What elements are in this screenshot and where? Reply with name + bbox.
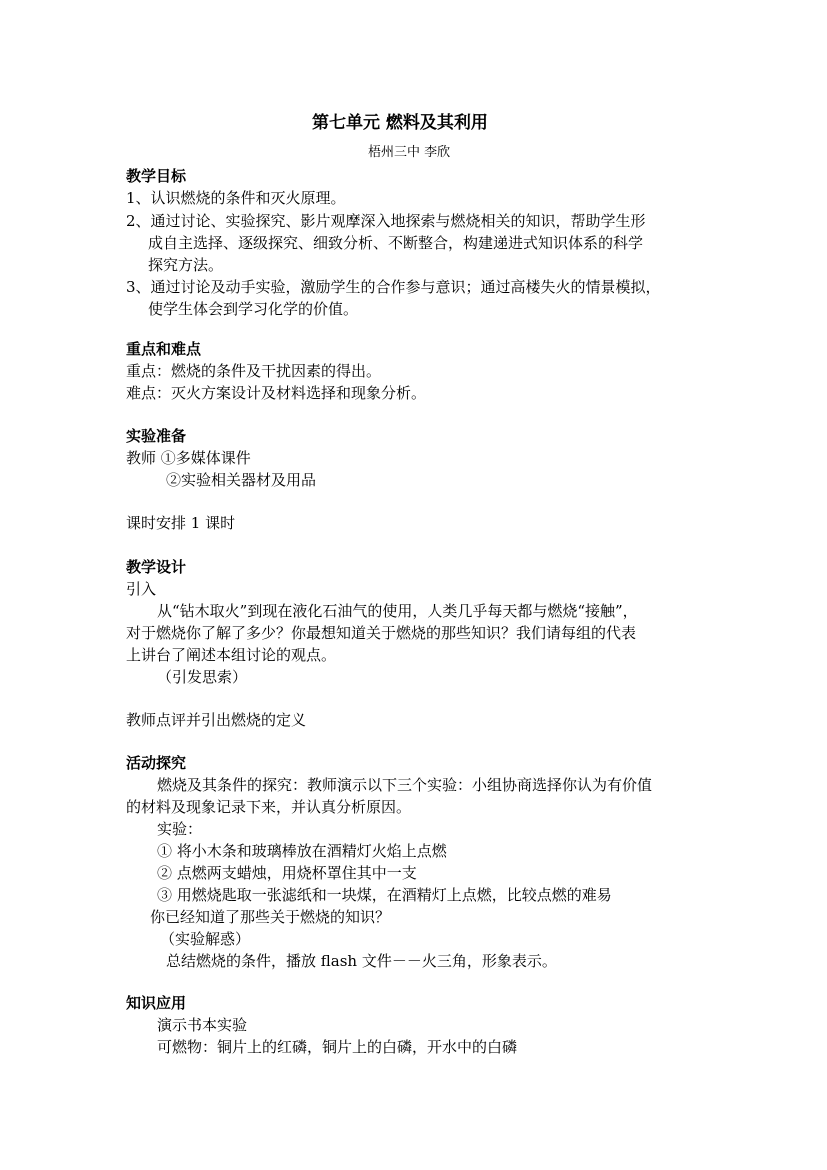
activity-line: （实验解惑） [160,930,251,948]
activity-line: 的材料及现象记录下来，并认真分析原因。 [126,798,412,816]
activity-line: 实验： [157,820,203,838]
design-line: 对于燃烧你了解了多少？你最想知道关于燃烧的那些知识？我们请每组的代表 [126,624,637,642]
objectives-heading: 教学目标 [126,167,187,185]
experiment-item: ③ 用燃烧匙取一张滤纸和一块煤，在酒精灯上点燃，比较点燃的难易 [157,886,612,904]
objective-item: 3、通过讨论及动手实验，激励学生的合作参与意识；通过高楼失火的情景模拟， [126,278,661,296]
preparation-heading: 实验准备 [126,427,187,445]
document-title: 第七单元 燃料及其利用 [312,113,488,133]
application-heading: 知识应用 [126,994,187,1012]
key-points-heading: 重点和难点 [126,340,202,358]
preparation-line: ②实验相关器材及用品 [166,471,317,489]
design-line: 引入 [126,580,157,598]
objective-item: 2、通过讨论、实验探究、影片观摩深入地探索与燃烧相关的知识，帮助学生形 [126,212,646,230]
activity-heading: 活动探究 [126,754,187,772]
experiment-item: ① 将小木条和玻璃棒放在酒精灯火焰上点燃 [157,842,447,860]
teacher-comment: 教师点评并引出燃烧的定义 [126,711,307,729]
objective-item: 探究方法。 [148,256,224,274]
difficulty-line: 难点：灭火方案设计及材料选择和现象分析。 [126,384,427,402]
experiment-item: ② 点燃两支蜡烛，用烧杯罩住其中一支 [157,864,417,882]
application-line: 演示书本实验 [157,1016,248,1034]
preparation-line: 教师 ①多媒体课件 [126,449,251,467]
design-line: （引发思索） [157,668,248,686]
key-point-line: 重点：燃烧的条件及干扰因素的得出。 [126,362,382,380]
objective-item: 1、认识燃烧的条件和灭火原理。 [126,189,346,207]
objective-item: 成自主选择、逐级探究、细致分析、不断整合，构建递进式知识体系的科学 [148,234,644,252]
design-line: 上讲台了阐述本组讨论的观点。 [126,646,337,664]
activity-line: 总结燃烧的条件，播放 flash 文件－－火三角，形象表示。 [166,952,557,970]
objective-item: 使学生体会到学习化学的价值。 [148,300,359,318]
design-heading: 教学设计 [126,558,187,576]
author-line: 梧州三中 李欣 [368,145,451,160]
activity-line: 燃烧及其条件的探究：教师演示以下三个实验：小组协商选择你认为有价值 [157,776,653,794]
activity-line: 你已经知道了那些关于燃烧的知识？ [150,908,391,926]
application-line: 可燃物：铜片上的红磷，铜片上的白磷，开水中的白磷 [157,1038,518,1056]
design-line: 从“钻木取火”到现在液化石油气的使用，人类几乎每天都与燃烧“接触”， [157,602,638,620]
schedule-line: 课时安排 1 课时 [126,514,236,532]
